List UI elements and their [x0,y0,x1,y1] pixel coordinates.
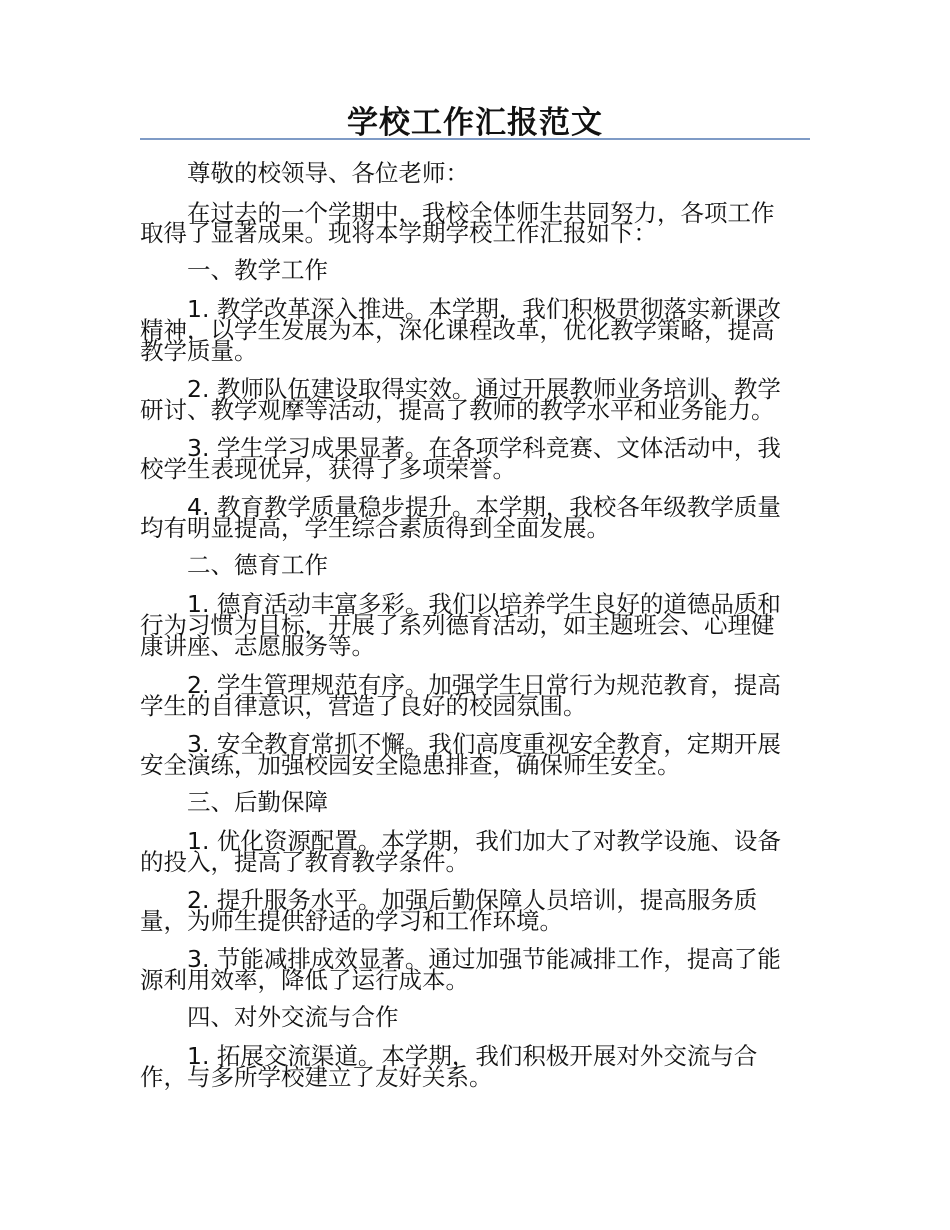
paragraph-line: 康讲座、志愿服务等。 [140,632,375,660]
paragraph-line: 在过去的一个学期中，我校全体师生共同努力，各项工作 [187,199,775,227]
paragraph-line: 的投入，提高了教育教学条件。 [140,848,469,876]
section-heading: 二、德育工作 [187,551,328,579]
paragraph-line: 3. 节能减排成效显著。通过加强节能减排工作，提高了能 [187,945,781,973]
paragraph-line: 精神，以学生发展为本，深化课程改革，优化教学策略，提高 [140,316,775,344]
paragraph-line: 行为习惯为目标，开展了系列德育活动，如主题班会、心理健 [140,611,775,639]
section-heading: 一、教学工作 [187,256,328,284]
paragraph-line: 安全演练，加强校园安全隐患排查，确保师生安全。 [140,751,681,779]
paragraph-line: 2. 教师队伍建设取得实效。通过开展教师业务培训、教学 [187,375,781,403]
paragraph-line: 量，为师生提供舒适的学习和工作环境。 [140,907,563,935]
paragraph-line: 均有明显提高，学生综合素质得到全面发展。 [140,514,610,542]
paragraph-line: 教学质量。 [140,337,258,365]
paragraph-line: 1. 优化资源配置。本学期，我们加大了对教学设施、设备 [187,827,781,855]
title-underline [140,138,810,140]
document-title: 学校工作汇报范文 [347,105,603,141]
paragraph-line: 源利用效率，降低了运行成本。 [140,966,469,994]
section-heading: 四、对外交流与合作 [187,1003,399,1031]
section-heading: 三、后勤保障 [187,788,328,816]
salutation: 尊敬的校领导、各位老师： [187,159,469,187]
paragraph-line: 2. 提升服务水平。加强后勤保障人员培训，提高服务质 [187,886,758,914]
paragraph-line: 3. 学生学习成果显著。在各项学科竞赛、文体活动中，我 [187,434,781,462]
paragraph-line: 研讨、教学观摩等活动，提高了教师的教学水平和业务能力。 [140,396,775,424]
paragraph-line: 1. 拓展交流渠道。本学期，我们积极开展对外交流与合 [187,1042,758,1070]
paragraph-line: 校学生表现优异，获得了多项荣誉。 [140,455,516,483]
paragraph-line: 3. 安全教育常抓不懈。我们高度重视安全教育，定期开展 [187,730,781,758]
paragraph-line: 1. 德育活动丰富多彩。我们以培养学生良好的道德品质和 [187,590,781,618]
paragraph-line: 4. 教育教学质量稳步提升。本学期，我校各年级教学质量 [187,493,781,521]
paragraph-line: 学生的自律意识，营造了良好的校园氛围。 [140,692,587,720]
paragraph-line: 2. 学生管理规范有序。加强学生日常行为规范教育，提高 [187,671,781,699]
paragraph-line: 取得了显著成果。现将本学期学校工作汇报如下： [140,219,657,247]
paragraph-line: 作，与多所学校建立了友好关系。 [140,1063,493,1091]
paragraph-line: 1. 教学改革深入推进。本学期，我们积极贯彻落实新课改 [187,295,781,323]
